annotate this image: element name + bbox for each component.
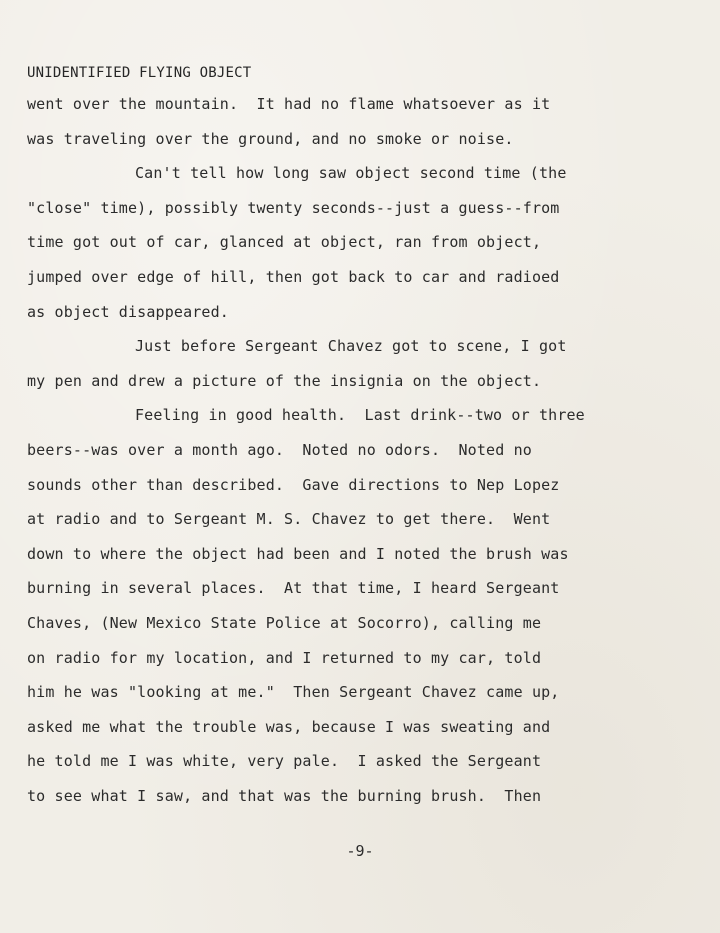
document-header: UNIDENTIFIED FLYING OBJECT [27,65,252,81]
paragraph-start-line: Feeling in good health. Last drink--two or three [135,406,585,425]
text-line: went over the mountain. It had no flame whatsoever as it [27,95,551,113]
paragraph-start-line: Can't tell how long saw object second time (the [135,164,567,183]
text-line: jumped over edge of hill, then got back to car and radioed [27,267,560,286]
text-line: him he was "looking at me." Then Sergeant Chavez came up, [27,683,560,702]
text-line: Chaves, (New Mexico State Police at Socorro), calling me [27,613,542,632]
text-line: down to where the object had been and I noted the brush was [27,544,569,563]
text-line: as object disappeared. [27,302,229,321]
text-line: sounds other than described. Gave directions to Nep Lopez [27,475,560,494]
text-line: my pen and drew a picture of the insignia on the object. [27,371,542,390]
page-number: -9- [346,842,374,860]
text-line: to see what I saw, and that was the burning brush. Then [27,786,542,805]
text-line: was traveling over the ground, and no smoke or noise. [27,129,514,148]
text-line: he told me I was white, very pale. I asked the Sergeant [27,752,542,771]
document-body [27,87,717,813]
text-line: at radio and to Sergeant M. S. Chavez to get there. Went [27,510,551,529]
paragraph-start-line: Just before Sergeant Chavez got to scene, I got [135,337,567,356]
text-line: on radio for my location, and I returned to my car, told [27,648,542,667]
text-line: beers--was over a month ago. Noted no odors. Noted no [27,440,532,459]
text-line: burning in several places. At that time, I heard Sergeant [27,579,560,598]
text-line: "close" time), possibly twenty seconds--just a guess--from [27,198,560,217]
text-line: asked me what the trouble was, because I was sweating and [27,717,551,736]
text-line: time got out of car, glanced at object, ran from object, [27,233,542,252]
